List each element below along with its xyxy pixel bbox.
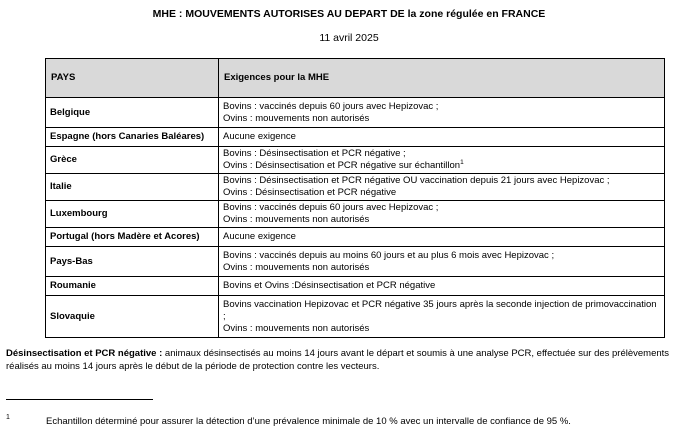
requirement-line: Bovins : vaccinés depuis 60 jours avec Hepizovac ; xyxy=(223,100,439,112)
country-cell: Roumanie xyxy=(46,277,219,296)
requirements-cell xyxy=(219,228,665,247)
document-date: 11 avril 2025 xyxy=(319,32,379,44)
country-cell: Pays-Bas xyxy=(46,247,219,277)
requirement-line: Bovins : Désinsectisation et PCR négative OU vaccination depuis 21 jours avec Hepizovac ; xyxy=(223,175,610,186)
footnote-separator xyxy=(6,399,153,400)
table-row xyxy=(46,174,665,201)
requirements-cell xyxy=(219,147,665,174)
requirements-cell xyxy=(219,98,665,128)
table-row xyxy=(46,128,665,147)
table-row xyxy=(46,201,665,228)
country-cell: Belgique xyxy=(46,98,219,128)
requirement-line: Bovins : Désinsectisation et PCR négative ; xyxy=(223,148,406,159)
requirement-line: Bovins et Ovins :Désinsectisation et PCR négative xyxy=(223,280,436,291)
requirement-line-text: Ovins : Désinsectisation et PCR négative sur échantillon xyxy=(223,160,461,171)
requirements-cell xyxy=(219,247,665,277)
requirement-line: Bovins : vaccinés depuis au moins 60 jours et au plus 6 mois avec Hepizovac ; xyxy=(223,249,555,261)
country-cell: Slovaquie xyxy=(46,296,219,338)
country-cell: Italie xyxy=(46,174,219,201)
requirements-cell xyxy=(219,128,665,147)
footnote-reference: 1 xyxy=(460,158,464,166)
requirements-cell xyxy=(219,277,665,296)
requirement-line: Aucune exigence xyxy=(223,231,296,242)
table-header-row xyxy=(46,59,665,98)
table-row xyxy=(46,277,665,296)
requirements-cell xyxy=(219,174,665,201)
requirements-cell xyxy=(219,201,665,228)
requirement-line: Bovins vaccination Hepizovac et PCR négative 35 jours après la seconde injection de primovaccination ; xyxy=(223,298,657,322)
table-row xyxy=(46,98,665,128)
requirements-table xyxy=(45,58,665,338)
table-row xyxy=(46,296,665,338)
requirement-line: Ovins : mouvements non autorisés xyxy=(223,214,370,225)
footnote-text: Echantillon déterminé pour assurer la détection d’une prévalence minimale de 10 % avec un intervalle de confiance de 95 %. xyxy=(46,416,571,427)
requirement-line: Aucune exigence xyxy=(223,131,296,142)
table-row xyxy=(46,228,665,247)
definition-label: Désinsectisation et PCR négative : xyxy=(6,348,163,359)
definition-text: animaux désinsectisés au moins 14 jours avant le départ et soumis à une analyse PCR, effectuée sur des prélèvements réalisés au moins 14 jours après le début de la période de protection contre les vecteurs. xyxy=(6,348,670,372)
requirement-line xyxy=(223,160,660,172)
column-header-requirements: Exigences pour la MHE xyxy=(219,59,665,98)
requirement-line: Ovins : mouvements non autorisés xyxy=(223,322,370,334)
table-row xyxy=(46,247,665,277)
requirement-line: Ovins : mouvements non autorisés xyxy=(223,261,370,273)
country-cell: Portugal (hors Madère et Acores) xyxy=(46,228,219,247)
requirement-line: Bovins : vaccinés depuis 60 jours avec Hepizovac ; xyxy=(223,202,439,213)
definition-note xyxy=(6,347,694,373)
country-cell: Luxembourg xyxy=(46,201,219,228)
requirement-line: Ovins : mouvements non autorisés xyxy=(223,112,370,124)
column-header-country: PAYS xyxy=(46,59,219,98)
table-row xyxy=(46,147,665,174)
country-cell: Espagne (hors Canaries Baléares) xyxy=(46,128,219,147)
footnote-number: 1 xyxy=(6,414,10,421)
country-cell: Grèce xyxy=(46,147,219,174)
requirements-cell xyxy=(219,296,665,338)
requirement-line: Ovins : Désinsectisation et PCR négative xyxy=(223,187,397,198)
document-title: MHE : MOUVEMENTS AUTORISES AU DEPART DE la zone régulée en FRANCE xyxy=(152,8,546,20)
